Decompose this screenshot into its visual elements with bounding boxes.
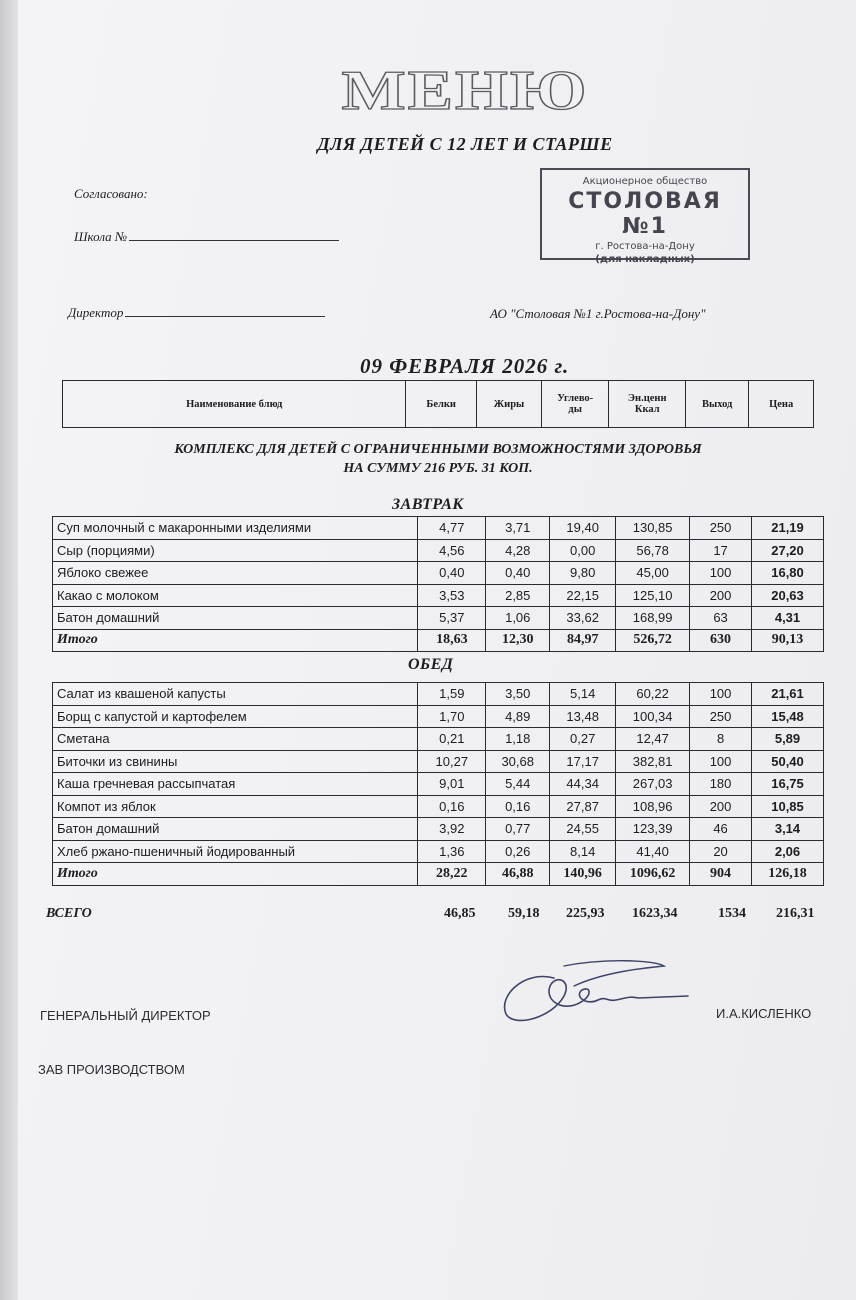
dish-name: Суп молочный с макаронными изделиями [53, 517, 418, 540]
stamp-line-3: г. Ростова-на-Дону [595, 241, 695, 252]
carbs-value: 8,14 [550, 840, 616, 863]
fat-value: 5,44 [486, 773, 550, 796]
protein-total: 18,63 [418, 629, 486, 652]
menu-date: 09 ФЕВРАЛЯ 2026 г. [360, 354, 570, 378]
output-value: 250 [690, 517, 752, 540]
table-row [53, 705, 824, 728]
production-head-label: ЗАВ ПРОИЗВОДСТВОМ [38, 1062, 185, 1077]
menu-title: МЕНЮ [341, 58, 589, 122]
output-value: 250 [690, 705, 752, 728]
col-header-price: Цена [749, 381, 814, 428]
signature-icon [494, 956, 694, 1036]
dish-name: Борщ с капустой и картофелем [53, 705, 418, 728]
col-header-carbs-1: Углево- [557, 393, 594, 404]
dish-name: Биточки из свинины [53, 750, 418, 773]
fat-value: 3,71 [486, 517, 550, 540]
output-value: 100 [690, 683, 752, 706]
col-header-name: Наименование блюд [63, 381, 406, 428]
col-header-energy-2: Ккал [634, 404, 660, 415]
grand-total-protein: 46,85 [444, 906, 476, 921]
col-header-carbs [542, 381, 609, 428]
dish-name: Какао с молоком [53, 584, 418, 607]
price-value: 20,63 [752, 584, 824, 607]
school-blank-line [129, 228, 339, 241]
col-header-carbs-2: ды [568, 404, 582, 415]
carbs-value: 0,27 [550, 728, 616, 751]
output-value: 200 [690, 795, 752, 818]
dish-name: Компот из яблок [53, 795, 418, 818]
table-row [53, 840, 824, 863]
protein-value: 10,27 [418, 750, 486, 773]
price-value: 15,48 [752, 705, 824, 728]
protein-value: 0,40 [418, 562, 486, 585]
stamp-line-2: СТОЛОВАЯ №1 [568, 189, 722, 239]
carbs-value: 22,15 [550, 584, 616, 607]
price-total: 126,18 [752, 863, 824, 886]
table-row [53, 539, 824, 562]
school-label: Школа № [74, 229, 128, 244]
grand-total-carbs: 225,93 [566, 906, 605, 921]
general-director-label: ГЕНЕРАЛЬНЫЙ ДИРЕКТОР [40, 1008, 211, 1023]
agreed-label: Согласовано: [74, 186, 148, 201]
protein-value: 1,70 [418, 705, 486, 728]
general-director-name: И.А.КИСЛЕНКО [716, 1006, 812, 1021]
dish-name: Батон домашний [53, 607, 418, 630]
dish-name: Салат из квашеной капусты [53, 683, 418, 706]
col-header-protein: Белки [406, 381, 477, 428]
total-label: Итого [53, 629, 418, 652]
col-header-energy-1: Эн.ценн [627, 393, 667, 404]
table-row [53, 607, 824, 630]
dish-name: Сыр (порциями) [53, 539, 418, 562]
complex-line-1: КОМПЛЕКС ДЛЯ ДЕТЕЙ С ОГРАНИЧЕННЫМИ ВОЗМОЖНОСТЯМИ ЗДОРОВЬЯ [174, 442, 702, 457]
carbs-value: 5,14 [550, 683, 616, 706]
fat-value: 0,40 [486, 562, 550, 585]
breakfast-table [52, 516, 824, 652]
price-value: 27,20 [752, 539, 824, 562]
price-value: 21,19 [752, 517, 824, 540]
output-value: 100 [690, 750, 752, 773]
energy-value: 168,99 [616, 607, 690, 630]
grand-total-energy: 1623,34 [632, 906, 678, 921]
carbs-value: 27,87 [550, 795, 616, 818]
price-value: 2,06 [752, 840, 824, 863]
price-value: 21,61 [752, 683, 824, 706]
fat-total: 12,30 [486, 629, 550, 652]
dish-name: Яблоко свежее [53, 562, 418, 585]
protein-value: 1,59 [418, 683, 486, 706]
table-row [53, 773, 824, 796]
protein-value: 0,16 [418, 795, 486, 818]
price-value: 10,85 [752, 795, 824, 818]
grand-total-label: ВСЕГО [46, 906, 92, 921]
organization-name: АО "Столовая №1 г.Ростова-на-Дону" [490, 306, 706, 321]
energy-value: 130,85 [616, 517, 690, 540]
output-value: 180 [690, 773, 752, 796]
grand-total-fat: 59,18 [508, 906, 540, 921]
director-field [68, 304, 325, 321]
grand-total-row [44, 906, 830, 928]
price-value: 16,80 [752, 562, 824, 585]
carbs-total: 140,96 [550, 863, 616, 886]
carbs-value: 19,40 [550, 517, 616, 540]
price-value: 3,14 [752, 818, 824, 841]
output-value: 100 [690, 562, 752, 585]
breakfast-total-row [53, 629, 824, 652]
complex-line-2: НА СУММУ 216 РУБ. 31 КОП. [343, 461, 533, 476]
output-value: 17 [690, 539, 752, 562]
energy-value: 123,39 [616, 818, 690, 841]
company-stamp [540, 168, 750, 265]
protein-value: 4,77 [418, 517, 486, 540]
energy-value: 12,47 [616, 728, 690, 751]
dish-name: Сметана [53, 728, 418, 751]
energy-value: 100,34 [616, 705, 690, 728]
column-header-table [62, 380, 814, 428]
protein-value: 5,37 [418, 607, 486, 630]
table-row [53, 750, 824, 773]
stamp-line-4: (для накладных) [595, 254, 695, 265]
protein-value: 4,56 [418, 539, 486, 562]
breakfast-title: ЗАВТРАК [392, 496, 464, 513]
table-row [53, 795, 824, 818]
table-row [53, 562, 824, 585]
lunch-title: ОБЕД [408, 656, 454, 673]
price-value: 5,89 [752, 728, 824, 751]
protein-total: 28,22 [418, 863, 486, 886]
price-total: 90,13 [752, 629, 824, 652]
energy-value: 267,03 [616, 773, 690, 796]
protein-value: 3,53 [418, 584, 486, 607]
price-value: 4,31 [752, 607, 824, 630]
dish-name: Каша гречневая рассыпчатая [53, 773, 418, 796]
page-edge-shadow [0, 0, 18, 1300]
output-total: 904 [690, 863, 752, 886]
school-field [74, 228, 339, 245]
energy-value: 60,22 [616, 683, 690, 706]
fat-value: 4,28 [486, 539, 550, 562]
energy-value: 56,78 [616, 539, 690, 562]
carbs-total: 84,97 [550, 629, 616, 652]
energy-value: 125,10 [616, 584, 690, 607]
fat-value: 1,18 [486, 728, 550, 751]
output-value: 46 [690, 818, 752, 841]
fat-value: 3,50 [486, 683, 550, 706]
carbs-value: 9,80 [550, 562, 616, 585]
carbs-value: 0,00 [550, 539, 616, 562]
energy-value: 108,96 [616, 795, 690, 818]
fat-value: 1,06 [486, 607, 550, 630]
fat-value: 0,77 [486, 818, 550, 841]
output-value: 20 [690, 840, 752, 863]
col-header-output: Выход [686, 381, 749, 428]
fat-value: 2,85 [486, 584, 550, 607]
protein-value: 3,92 [418, 818, 486, 841]
carbs-value: 33,62 [550, 607, 616, 630]
carbs-value: 17,17 [550, 750, 616, 773]
lunch-total-row [53, 863, 824, 886]
fat-value: 4,89 [486, 705, 550, 728]
stamp-line-1: Акционерное общество [582, 176, 708, 187]
col-header-fat: Жиры [477, 381, 542, 428]
dish-name: Батон домашний [53, 818, 418, 841]
col-header-energy [609, 381, 686, 428]
protein-value: 1,36 [418, 840, 486, 863]
total-label: Итого [53, 863, 418, 886]
grand-total-output: 1534 [718, 906, 746, 921]
dish-name: Хлеб ржано-пшеничный йодированный [53, 840, 418, 863]
protein-value: 0,21 [418, 728, 486, 751]
complex-description [88, 440, 788, 478]
grand-total-price: 216,31 [776, 906, 815, 921]
fat-value: 0,16 [486, 795, 550, 818]
director-label: Директор [68, 305, 124, 320]
fat-total: 46,88 [486, 863, 550, 886]
lunch-table [52, 682, 824, 886]
director-blank-line [125, 304, 325, 317]
fat-value: 0,26 [486, 840, 550, 863]
energy-value: 41,40 [616, 840, 690, 863]
energy-value: 45,00 [616, 562, 690, 585]
protein-value: 9,01 [418, 773, 486, 796]
output-value: 63 [690, 607, 752, 630]
carbs-value: 13,48 [550, 705, 616, 728]
table-row [53, 584, 824, 607]
carbs-value: 24,55 [550, 818, 616, 841]
table-row [53, 683, 824, 706]
fat-value: 30,68 [486, 750, 550, 773]
table-row [53, 517, 824, 540]
output-total: 630 [690, 629, 752, 652]
output-value: 200 [690, 584, 752, 607]
energy-total: 526,72 [616, 629, 690, 652]
table-row [53, 818, 824, 841]
menu-subtitle: ДЛЯ ДЕТЕЙ С 12 ЛЕТ И СТАРШЕ [317, 134, 613, 154]
price-value: 16,75 [752, 773, 824, 796]
carbs-value: 44,34 [550, 773, 616, 796]
table-row [53, 728, 824, 751]
energy-value: 382,81 [616, 750, 690, 773]
output-value: 8 [690, 728, 752, 751]
energy-total: 1096,62 [616, 863, 690, 886]
price-value: 50,40 [752, 750, 824, 773]
